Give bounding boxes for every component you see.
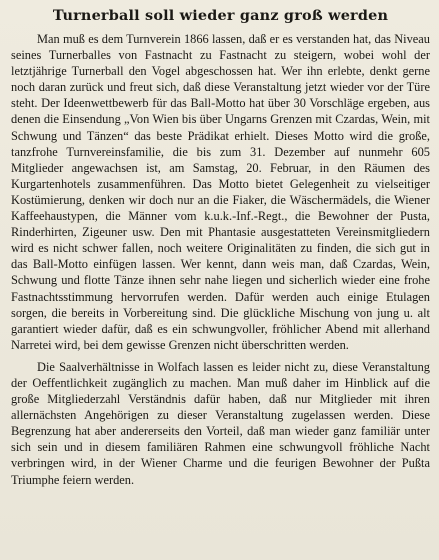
article-paragraph-2: Die Saalverhältnisse in Wolfach lassen es leider nicht zu, diese Veranstaltung der Oeffentlichkeit zugänglich zu machen. Man muß daher im Hinblick auf die große Mitgliederzahl Verständnis dafür haben, daß nur Mitglieder mit ihren allernächsten Angehörigen zu dieser Veranstaltung zugelassen werden. Diese Begrenzung hat aber andererseits den Vorteil, daß man wieder ganz familiär unter sich sein und in diesem familiären Rahmen eine schwungvoll fröhliche Nacht verbringen wird, in der Wiener Charme und die feurigen Bewohner der Pußta Triumphe feiern werden. <box>11 359 430 487</box>
article-paragraph-1: Man muß es dem Turnverein 1866 lassen, daß er es verstanden hat, das Niveau seines Turnerballes von Fastnacht zu Fastnacht zu steigern, wobei wohl der letztjährige Turnerball den Vogel abgeschossen hat. Wer ihn erlebte, denkt gerne noch daran zurück und freut sich, daß diese Veranstaltung jetzt wieder vor der Türe steht. Der Ideenwettbewerb für das Ball-Motto hat über 30 Vorschläge ergeben, aus denen die Einsendung „Von Wien bis über Ungarns Grenzen mit Czardas, Wein, mit Schwung und Tänzen“ das beste Prädikat erhielt. Dieses Motto wird die große, tanzfrohe Turnvereinsfamilie, die bis zum 31. Dezember auf nunmehr 605 Mitglieder angewachsen ist, am Samstag, 20. Februar, in den Räumen des Kurgartenhotels zusammenführen. Das Motto bietet Gelegenheit zu vielseitiger Kostümierung, denken wir doch nur an die Fiaker, die Wäschermädels, die Wiener Kaffeehaustypen, die Männer vom k.u.k.-Inf.-Regt., die Bewohner der Pusta, Rinderhirten, Zigeuner usw. Den mit Phantasie ausgestatteten Vereinsmitgliedern wird es nicht schwer fallen, noch weitere Originalitäten zu finden, die sich gut in das Ball-Motto einfügen lassen. Wer kennt, dann weis man, daß Czardas, Wein, Schwung und flotte Tänze ihnen sehr nahe liegen und sicherlich wieder eine frohe Fastnachtsstimmung hervorrufen werden. Dafür werden auch einige Etulagen sorgen, die bereits in Vorbereitung sind. Die glückliche Mischung von jung u. alt garantiert wieder dafür, daß es ein schwungvoller, fröhlicher Abend mit allerhand Narretei wird, bei dem gewisse Grenzen nicht überschritten werden. <box>11 32 430 352</box>
article-headline: Turnerball soll wieder ganz groß werden <box>52 7 389 24</box>
